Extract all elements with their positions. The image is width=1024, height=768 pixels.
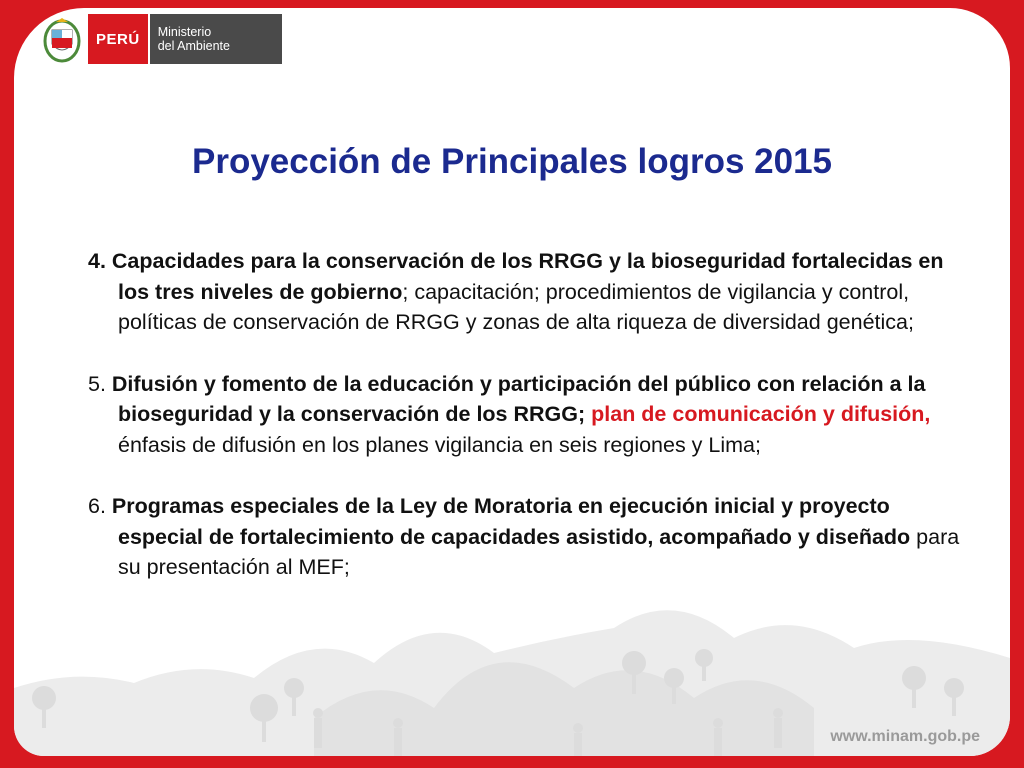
slide-title: Proyección de Principales logros 2015 xyxy=(192,142,832,181)
item-5-normal: énfasis de difusión en los planes vigilancia en seis regiones y Lima; xyxy=(118,432,761,457)
logo-peru-label: PERÚ xyxy=(88,14,148,64)
item-6-bold: Programas especiales de la Ley de Moratoria en ejecución inicial y proyecto especial de fortalecimiento de capacidades asistido, acompañado y diseñado xyxy=(111,494,911,549)
item-4-bold: Capacidades para la conservación de los RRGG y la bioseguridad fortalecidas en los tres niveles de gobierno xyxy=(111,249,944,304)
content-list xyxy=(88,246,968,614)
coat-of-arms-icon xyxy=(40,14,84,64)
item-5-highlight: plan de comunicación y difusión, xyxy=(591,402,931,426)
logo-ministry-label xyxy=(148,14,282,64)
item-6-number: 6. xyxy=(88,494,112,518)
list-item-6 xyxy=(88,491,968,583)
ministry-logo xyxy=(40,14,282,64)
list-item-5 xyxy=(88,369,968,461)
logo-ministry-line2: del Ambiente xyxy=(157,39,230,53)
item-5-bold: Difusión y fomento de la educación y participación del público con relación a la bioseguridad y la conservación de los RRGG; xyxy=(111,371,926,426)
item-4-normal: ; capacitación; procedimientos de vigilancia y control, políticas de conservación de RRGG y zonas de alta riqueza de diversidad genética; xyxy=(118,279,914,334)
logo-ministry-line1: Ministerio xyxy=(157,25,212,39)
item-6-normal: para su presentación al MEF; xyxy=(118,524,960,579)
list-item-4 xyxy=(88,246,968,338)
footer-url: www.minam.gob.pe xyxy=(830,728,980,745)
item-5-number: 5. xyxy=(88,371,112,396)
item-4-number: 4. xyxy=(88,249,112,273)
